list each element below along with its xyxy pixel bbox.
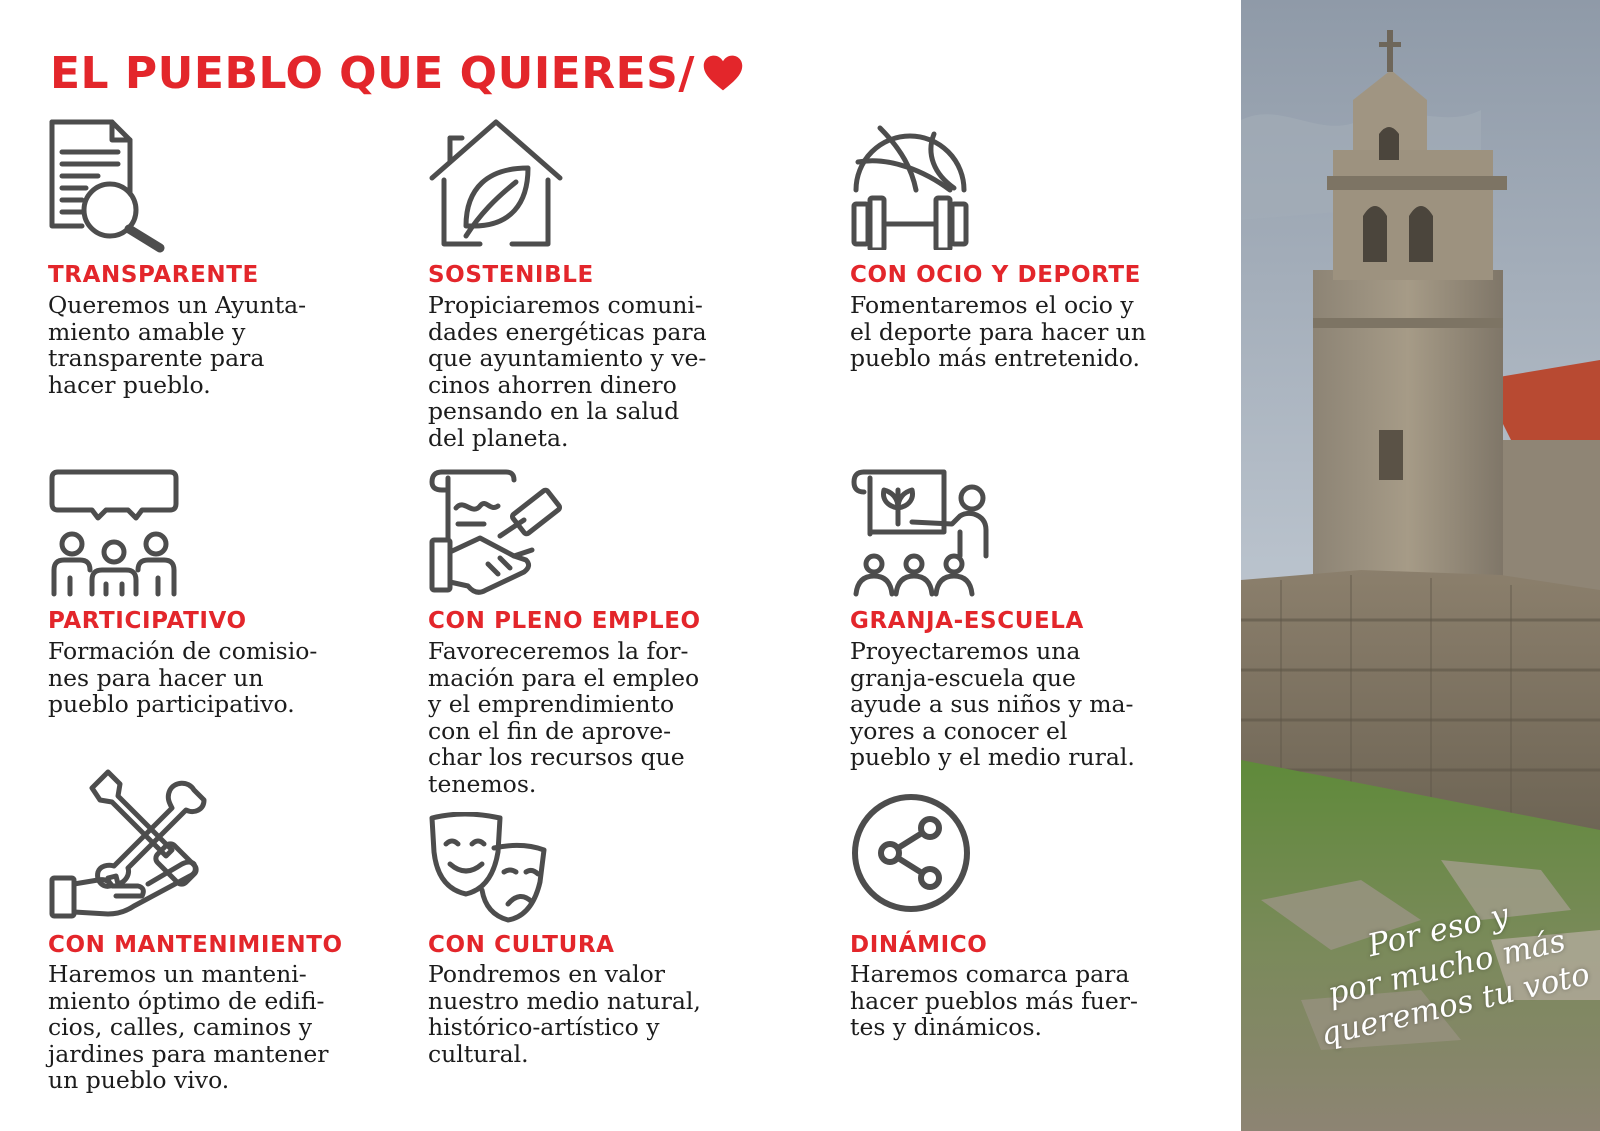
item-heading-participativo: PARTICIPATIVO bbox=[48, 608, 247, 634]
item-heading-transparente: TRANSPARENTE bbox=[48, 262, 259, 288]
item-heading-mantenimiento: CON MANTENIMIENTO bbox=[48, 932, 343, 958]
item-heading-sostenible: SOSTENIBLE bbox=[428, 262, 594, 288]
item-text-granja-escuela: Proyectaremos una granja-escuela que ayude a sus niños y ma- yores a conocer el pueblo y el medio rural. bbox=[850, 637, 1135, 771]
item-heading-cultura: CON CULTURA bbox=[428, 932, 615, 958]
heart-icon bbox=[701, 51, 745, 95]
document-search-icon bbox=[48, 118, 168, 254]
item-text-transparente: Queremos un Ayunta- miento amable y transparente para hacer pueblo. bbox=[48, 291, 307, 399]
house-leaf-icon bbox=[428, 118, 564, 248]
item-text-cultura: Pondremos en valor nuestro medio natural, histórico-artístico y cultural. bbox=[428, 960, 701, 1068]
item-heading-ocio-deporte: CON OCIO Y DEPORTE bbox=[850, 262, 1141, 288]
page-title bbox=[50, 44, 745, 102]
item-text-dinamico: Haremos comarca para hacer pueblos más fuer- tes y dinámicos. bbox=[850, 960, 1138, 1041]
teacher-class-icon bbox=[850, 468, 995, 598]
item-text-sostenible: Propiciaremos comuni- dades energéticas para que ayuntamiento y ve- cinos ahorren dinero pensando en la salud del planeta. bbox=[428, 291, 707, 452]
item-text-pleno-empleo: Favoreceremos la for- mación para el empleo y el emprendimiento con el fin de aprove- char los recursos que tenemos. bbox=[428, 637, 700, 798]
item-heading-pleno-empleo: CON PLENO EMPLEO bbox=[428, 608, 701, 634]
item-heading-dinamico: DINÁMICO bbox=[850, 932, 988, 958]
ball-dumbbell-icon bbox=[850, 120, 970, 250]
speech-group-icon bbox=[48, 468, 180, 598]
share-network-icon bbox=[850, 792, 972, 914]
page-title-text: EL PUEBLO QUE QUIERES/ bbox=[50, 47, 695, 99]
item-text-ocio-deporte: Fomentaremos el ocio y el deporte para hacer un pueblo más entretenido. bbox=[850, 291, 1147, 372]
handshake-contract-icon bbox=[428, 468, 562, 598]
item-heading-granja-escuela: GRANJA-ESCUELA bbox=[850, 608, 1084, 634]
tools-hand-icon bbox=[48, 768, 208, 920]
item-text-participativo: Formación de comisio- nes para hacer un pueblo participativo. bbox=[48, 637, 318, 718]
theater-masks-icon bbox=[428, 812, 548, 924]
item-text-mantenimiento: Haremos un manteni- miento óptimo de edifi- cios, calles, caminos y jardines para mantener un pueblo vivo. bbox=[48, 960, 329, 1094]
slogan-text: Por eso y por mucho más queremos tu voto bbox=[1317, 896, 1594, 1054]
